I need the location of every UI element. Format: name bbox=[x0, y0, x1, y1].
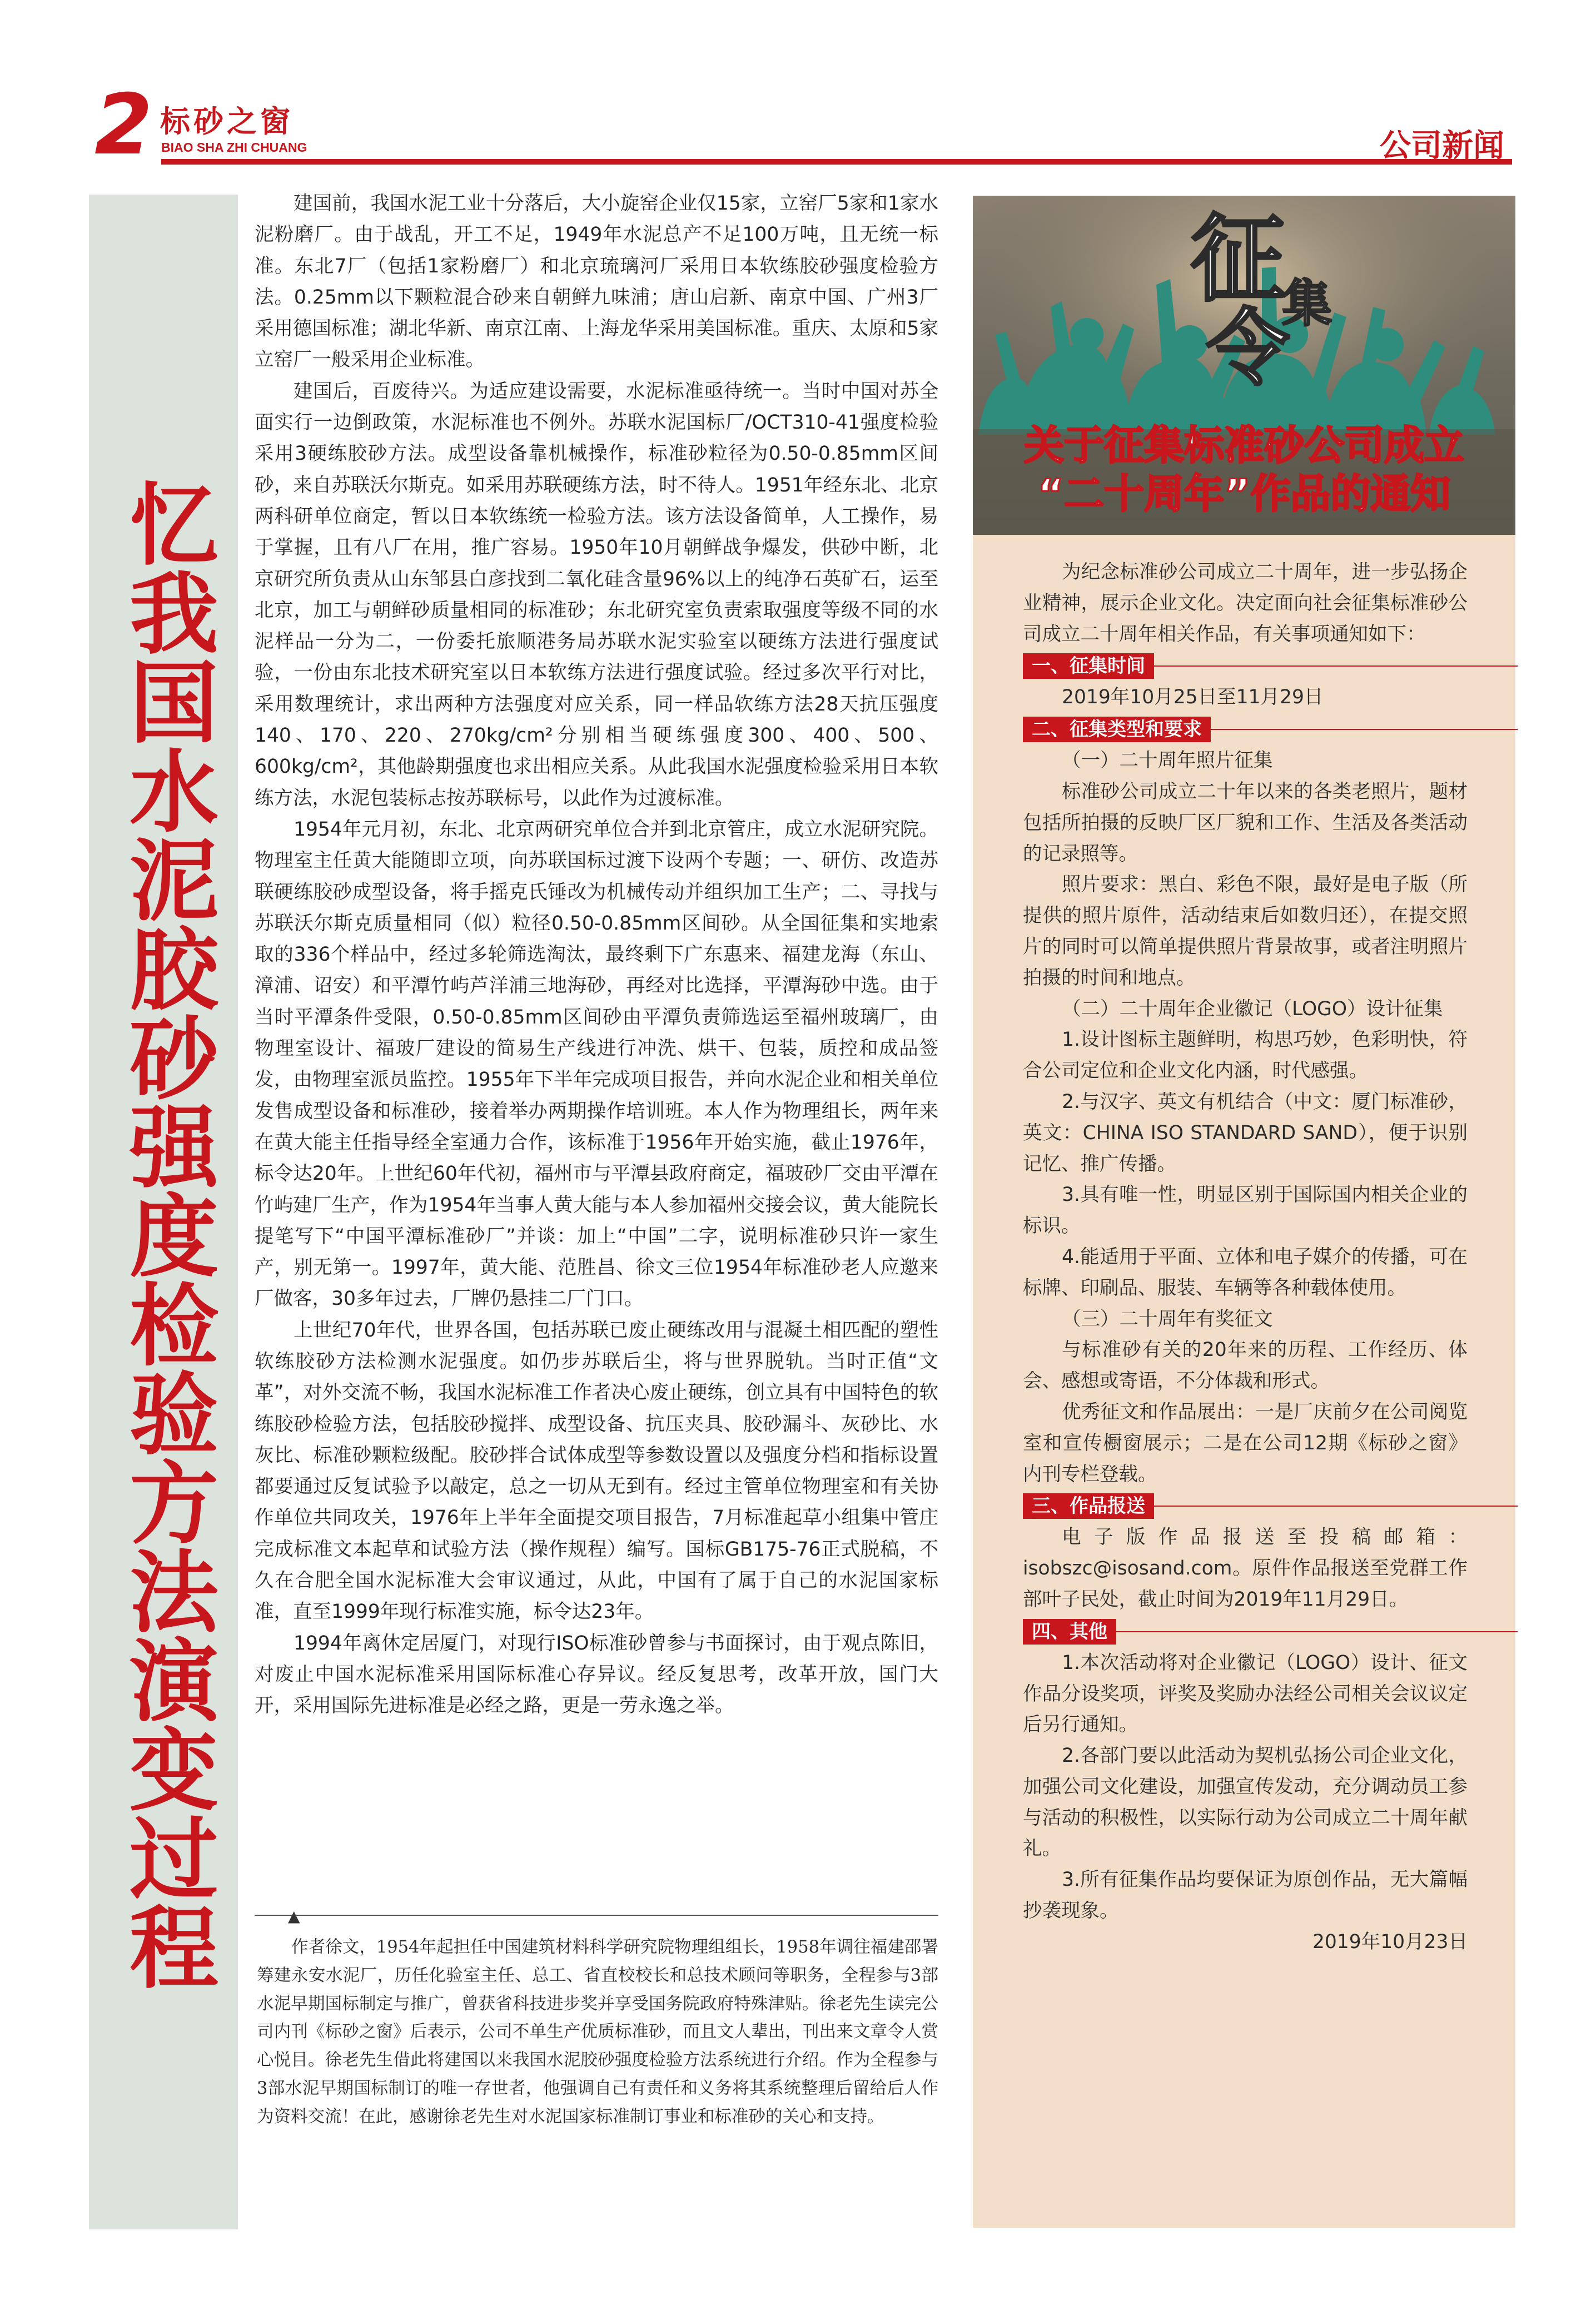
article-paragraph: 上世纪70年代，世界各国，包括苏联已废止硬练改用与混凝土相匹配的塑性软练胶砂方法检测水泥强度。如仍步苏联后尘，将与世界脱轨。当时正值“文革”，对外交流不畅，我国水泥标准工作者决心废止硬练，创立具有中国特色的软练胶砂检验方法，包括胶砂搅拌、成型设备、抗压夹具、胶砂漏斗、灰砂比、水灰比、标准砂颗粒级配。胶砂拌合试体成型等参数设置以及强度分档和指标设置都要通过反复试验予以敲定，总之一切从无到有。经过主管单位物理室和有关协作单位共同攻关，1976年上半年全面提交项目报告，7月标准起草小组集中管庄完成标准文本起草和试验方法（操作规程）编写。国标GB175-76正式脱稿，不久在合肥全国水泥标准大会审议通过，从此，中国有了属于自己的水泥国家标准，直至1999年现行标准实施，标令达23年。 bbox=[255, 1319, 938, 1623]
essay-paragraph: 与标准砂有关的20年来的历程、工作经历、体会、感想或寄语，不分体裁和形式。 bbox=[1023, 1339, 1468, 1393]
article-title-strip bbox=[89, 195, 238, 2229]
notice-banner bbox=[973, 196, 1515, 535]
banner-char-ji: 集 bbox=[1282, 275, 1332, 333]
article-paragraph: 1994年离休定居厦门，对现行ISO标准砂曾参与书面探讨，由于观点陈旧，对废止中国水泥标准采用国际标准心存异议。经反复思考，改革开放，国门大开，采用国际先进标准是必经之路，更是一劳永逸之举。 bbox=[255, 1632, 938, 1717]
collection-period: 2019年10月25日至11月29日 bbox=[1062, 686, 1324, 709]
section-head-2: 二、征集类型和要求 bbox=[1023, 717, 1211, 742]
banner-char-ling: 令 bbox=[1206, 300, 1290, 397]
author-note: 作者徐文，1954年起担任中国建筑材料科学研究院物理组组长，1958年调往福建邵署筹建永安水泥厂，历任化验室主任、总工、省直校校长和总技术顾问等职务，全程参与3部水泥早期国标制定与推广，曾获省科技进步奖并享受国务院政府特殊津贴。徐老先生读完公司内刊《标砂之窗》后表示，公司不单生产优质标准砂，而且文人辈出，刊出来文章令人赏心悦目。徐老先生借此将建国以来我国水泥胶砂强度检验方法系统进行介绍。作为全程参与3部水泥早期国标制订的唯一存世者，他强调自己有责任和义务将其系统整理后留给后人作为资料交流！在此，感谢徐老先生对水泥国家标准制订事业和标准砂的关心和支持。 bbox=[257, 1938, 938, 2127]
article-paragraph: 建国后，百废待兴。为适应建设需要，水泥标准亟待统一。当时中国对苏全面实行一边倒政策，水泥标准也不例外。苏联水泥国标厂/OCT310-41强度检验采用3硬练胶砂方法。成型设备靠机械操作，标准砂粒径为0.50-0.85mm区间砂，来自苏联沃尔斯克。如采用苏联硬练方法，时不待人。1951年经东北、北京两科研单位商定，暂以日本软练统一检验方法。该方法设备简单，人工操作，易于掌握，且有八厂在用，推广容易。1950年10月朝鲜战争爆发，供砂中断，北京研究所负责从山东邹县白彦找到二氧化硅含量96%以上的纯净石英矿石，运至北京，加工与朝鲜砂质量相同的标准砂；东北研究室负责索取强度等级不同的水泥样品一分为二，一份委托旅顺港务局苏联水泥实验室以硬练方法进行强度试验，一份由东北技术研究室以日本软练方法进行强度试验。经过多次平行对比，采用数理统计，求出两种方法强度对应关系，同一样品软练方法28天抗压强度140、170、220、270kg/cm²分别相当硬练强度300、400、500、600kg/cm²，其他龄期强度也求出相应关系。从此我国水泥强度检验采用日本软练方法，水泥包装标志按苏联标号，以此作为过渡标准。 bbox=[255, 380, 938, 809]
triangle-marker-icon: ▲ bbox=[288, 1907, 300, 1925]
page-number: 2 bbox=[95, 77, 153, 173]
article-paragraph: 1954年元月初，东北、北京两研究单位合并到北京管庄，成立水泥研究院。物理室主任黄大能随即立项，向苏联国标过渡下设两个专题；一、研仿、改造苏联硬练胶砂成型设备，将手摇克氏锤改为机械传动并组织加工生产；二、寻找与苏联沃尔斯克质量相同（似）粒径0.50-0.85mm区间砂。从全国征集和实地索取的336个样品中，经过多轮筛选淘汰，最终剩下广东惠来、福建龙海（东山、漳浦、诏安）和平潭竹屿芦洋浦三地海砂，再经对比选择，平潭海砂中选。由于当时平潭条件受限，0.50-0.85mm区间砂由平潭负责筛选运至福州玻璃厂，由物理室设计、福玻厂建设的简易生产线进行冲洗、烘干、包装，质控和成品签发，由物理室派员监控。1955年下半年完成项目报告，并向水泥企业和相关单位发售成型设备和标准砂，接着举办两期操作培训班。本人作为物理组长，两年来在黄大能主任指导经全室通力合作，该标准于1956年开始实施，截止1976年，标令达20年。上世纪60年代初，福州市与平潭县政府商定，福玻砂厂交由平潭在竹屿建厂生产，作为1954年当事人黄大能与本人参加福州交接会议，黄大能院长提笔写下“中国平潭标准砂厂”并谈：加上“中国”二字，说明标准砂只许一家生产，别无第一。1997年，黄大能、范胜昌、徐文三位1954年标准砂老人应邀来厂做客，30多年过去，厂牌仍悬挂二厂门口。 bbox=[255, 818, 938, 1310]
notice-title-line2: “二十周年”作品的通知 bbox=[1037, 470, 1451, 517]
subsection-logo: （二）二十周年企业徽记（LOGO）设计征集 bbox=[1062, 997, 1443, 1020]
section-header-types bbox=[1023, 713, 1468, 746]
other-item: 3.所有征集作品均要保证为原创作品，无大篇幅抄袭现象。 bbox=[1023, 1869, 1468, 1923]
section-head-4: 四、其他 bbox=[1023, 1619, 1116, 1645]
photo-paragraph: 标准砂公司成立二十年以来的各类老照片，题材包括所拍摄的反映厂区厂貌和工作、生活及各类活动的记录照等。 bbox=[1023, 780, 1468, 865]
masthead-subtitle: BIAO SHA ZHI CHUANG bbox=[161, 140, 307, 155]
submission-info: 电子版作品报送至投稿邮箱：isobszc@isosand.com。原件作品报送至党群工作部叶子民处，截止时间为2019年11月29日。 bbox=[1023, 1526, 1468, 1611]
section-header-submit bbox=[1023, 1490, 1468, 1522]
author-note-divider bbox=[255, 1915, 938, 1916]
header-rule bbox=[161, 159, 1512, 165]
notice-date: 2019年10月23日 bbox=[1312, 1930, 1468, 1953]
other-item: 2.各部门要以此活动为契机弘扬公司企业文化，加强公司文化建设，加强宣传发动，充分调动员工参与活动的积极性，以实际行动为公司成立二十周年献礼。 bbox=[1023, 1745, 1468, 1860]
section-head-3: 三、作品报送 bbox=[1023, 1493, 1154, 1519]
essay-display: 优秀征文和作品展出：一是厂庆前夕在公司阅览室和宣传橱窗展示；二是在公司12期《标砂之窗》内刊专栏登载。 bbox=[1023, 1400, 1468, 1486]
banner-char-zheng: 征 bbox=[1191, 205, 1286, 315]
notice-intro: 为纪念标准砂公司成立二十周年，进一步弘扬企业精神，展示企业文化。决定面向社会征集标准砂公司成立二十周年相关作品，有关事项通知如下： bbox=[1023, 561, 1468, 645]
section-tag: 公司新闻 bbox=[1380, 128, 1504, 164]
photo-requirements: 照片要求：黑白、彩色不限，最好是电子版（所提供的照片原件，活动结束后如数归还），在提交照片的同时可以简单提供照片背景故事，或者注明照片拍摄的时间和地点。 bbox=[1023, 873, 1468, 989]
article-body bbox=[255, 188, 938, 1722]
logo-item: 1.设计图标主题鲜明，构思巧妙，色彩明快，符合公司定位和企业文化内涵，时代感强。 bbox=[1023, 1029, 1468, 1082]
logo-item: 2.与汉字、英文有机结合（中文：厦门标准砂，英文：CHINA ISO STANDARD SAND），便于识别记忆、推广传播。 bbox=[1023, 1090, 1468, 1175]
section-head-1: 一、征集时间 bbox=[1023, 653, 1154, 679]
section-header-time bbox=[1023, 650, 1468, 682]
notice-title-line1: 关于征集标准砂公司成立 bbox=[1023, 422, 1464, 469]
article-title: 忆我国水泥胶砂强度检验方法演变过程 bbox=[115, 478, 218, 1990]
article-paragraph: 建国前，我国水泥工业十分落后，大小旋窑企业仅15家，立窑厂5家和1家水泥粉磨厂。由于战乱，开工不足，1949年水泥总产不足100万吨，且无统一标准。东北7厂（包括1家粉磨厂）和北京琉璃河厂采用日本软练胶砂强度检验方法。0.25mm以下颗粒混合砂来自朝鲜九味浦；唐山启新、南京中国、广州3厂采用德国标准；湖北华新、南京江南、上海龙华采用美国标准。重庆、太原和5家立窑厂一般采用企业标准。 bbox=[255, 192, 938, 371]
logo-item: 4.能适用于平面、立体和电子媒介的传播，可在标牌、印刷品、服装、车辆等各种载体使用。 bbox=[1023, 1245, 1468, 1299]
notice-body bbox=[1023, 557, 1468, 1958]
other-item: 1.本次活动将对企业徽记（LOGO）设计、征文作品分设奖项，评奖及奖励办法经公司相关会议议定后另行通知。 bbox=[1023, 1651, 1468, 1736]
logo-item: 3.具有唯一性，明显区别于国际国内相关企业的标识。 bbox=[1023, 1184, 1468, 1238]
notice-panel bbox=[973, 196, 1515, 2228]
masthead-title: 标砂之窗 bbox=[160, 104, 294, 139]
section-header-other bbox=[1023, 1616, 1468, 1648]
subsection-photo: （一）二十周年照片征集 bbox=[1062, 749, 1273, 772]
subsection-essay: （三）二十周年有奖征文 bbox=[1062, 1308, 1273, 1330]
